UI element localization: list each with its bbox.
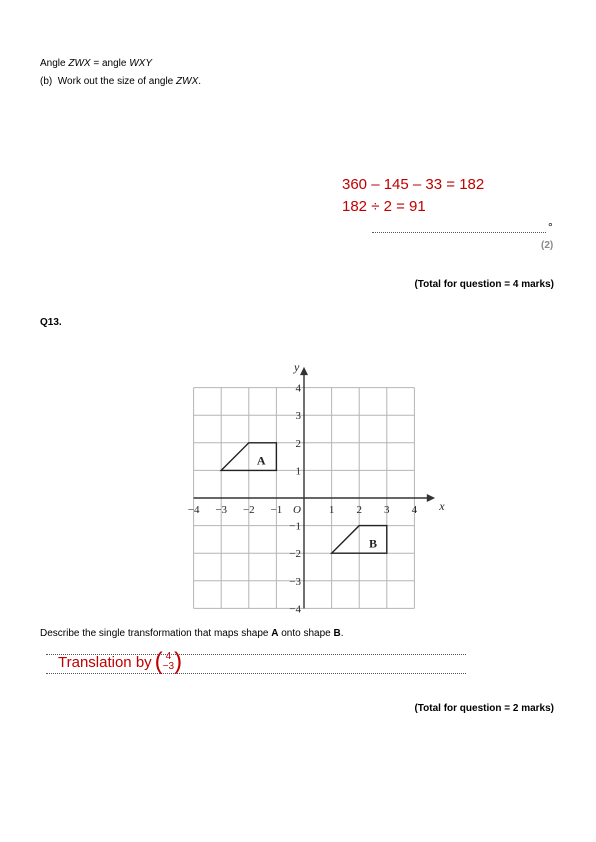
question-number: Q13. <box>40 317 62 328</box>
y-tick-label: 1 <box>295 465 301 478</box>
vector-left-paren: ( <box>154 648 163 675</box>
stem-angle-2: WXY <box>129 58 153 69</box>
y-tick-label: −4 <box>289 603 301 616</box>
q13-answer <box>58 648 183 675</box>
q13-suffix: . <box>340 628 344 639</box>
q13-answer-text: Translation by <box>58 653 152 671</box>
x-axis-arrow-icon <box>427 494 435 502</box>
q13-text-mid: onto shape <box>278 628 334 639</box>
angle-statement <box>40 58 152 70</box>
shape-a-label: A <box>256 453 266 468</box>
y-axis-label: y <box>294 359 300 374</box>
part-b-text: Work out the size of angle <box>57 76 177 87</box>
x-axis-label: x <box>439 499 445 513</box>
q13-shape-b: B <box>333 628 341 639</box>
stem-mid: = angle <box>90 58 130 69</box>
x-tick-label: 4 <box>411 504 418 516</box>
y-tick-label: −1 <box>289 520 301 533</box>
x-tick-label: −3 <box>215 504 228 516</box>
shape-b-label: B <box>368 536 378 551</box>
grid-labels <box>188 360 445 616</box>
marks-label: (2) <box>541 240 554 251</box>
x-tick-label: −1 <box>270 504 283 516</box>
total-marks-q12: (Total for question = 4 marks) <box>414 279 554 290</box>
axes <box>194 367 436 609</box>
part-b-label: (b) <box>40 76 53 87</box>
vector-bottom: −3 <box>162 661 175 672</box>
answer-line[interactable] <box>372 224 546 233</box>
y-tick-label: 3 <box>295 410 301 423</box>
y-axis-arrow-icon <box>300 367 308 375</box>
part-b-question <box>40 76 201 88</box>
y-tick-label: −2 <box>289 548 301 561</box>
x-tick-label: −2 <box>242 504 255 516</box>
q13-question <box>40 628 344 640</box>
stem-angle-1: ZWX <box>68 58 91 69</box>
coordinate-grid <box>180 359 445 616</box>
degree-unit: ° <box>548 220 553 234</box>
x-tick-label: 3 <box>384 504 390 516</box>
part-b-suffix: . <box>198 76 202 87</box>
q13-text: Describe the single transformation that maps shape <box>40 628 272 639</box>
answer-working-line-2: 182 ÷ 2 = 91 <box>342 198 426 215</box>
answer-working-line-1: 360 – 145 – 33 = 182 <box>342 176 485 193</box>
total-marks-q13: (Total for question = 2 marks) <box>414 703 554 714</box>
column-vector <box>163 652 174 672</box>
stem-prefix: Angle <box>40 58 69 69</box>
y-tick-label: 4 <box>295 382 301 395</box>
y-tick-label: −3 <box>289 575 301 588</box>
x-tick-label: −4 <box>187 504 200 516</box>
origin-label: O <box>293 504 301 516</box>
vector-right-paren: ) <box>174 648 183 675</box>
y-tick-label: 2 <box>295 437 301 450</box>
vector-top: 4 <box>165 651 172 662</box>
x-tick-label: 2 <box>356 504 362 516</box>
q13-shape-a: A <box>271 628 279 639</box>
x-tick-label: 1 <box>328 504 335 516</box>
part-b-angle: ZWX <box>176 76 199 87</box>
